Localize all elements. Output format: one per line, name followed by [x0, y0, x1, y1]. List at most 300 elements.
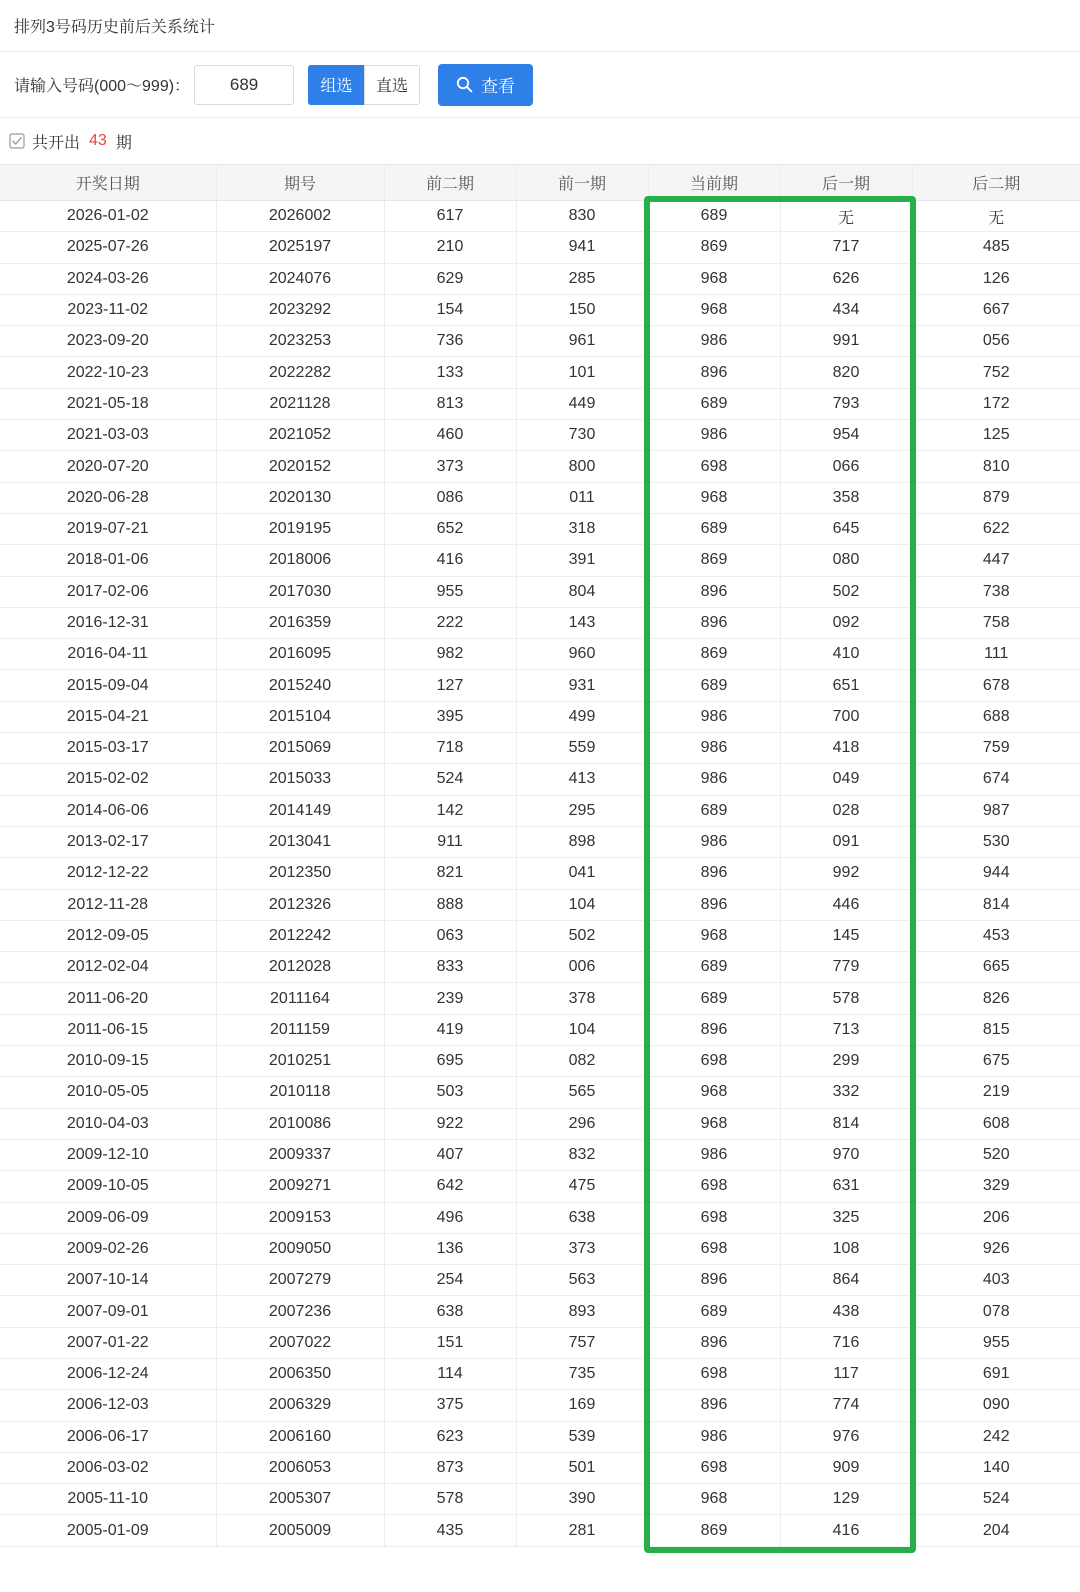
- cell-current: 698: [648, 1233, 780, 1264]
- cell-issue: 2015069: [216, 733, 384, 764]
- table-row: [0, 294, 1080, 325]
- cell-date: 2007-10-14: [0, 1265, 216, 1296]
- cell-issue: 2023292: [216, 294, 384, 325]
- cell-prev1: 150: [516, 294, 648, 325]
- cell-prev1: 391: [516, 545, 648, 576]
- cell-prev2: 623: [384, 1421, 516, 1452]
- cell-next1: 410: [780, 639, 912, 670]
- cell-current: 869: [648, 232, 780, 263]
- cell-prev1: 830: [516, 201, 648, 232]
- search-icon: [456, 76, 473, 93]
- cell-prev1: 961: [516, 326, 648, 357]
- cell-issue: 2006160: [216, 1421, 384, 1452]
- cell-prev2: 222: [384, 607, 516, 638]
- cell-prev2: 086: [384, 482, 516, 513]
- search-button[interactable]: [438, 64, 533, 106]
- search-button-label: 查看: [481, 77, 516, 96]
- cell-issue: 2012028: [216, 952, 384, 983]
- cell-prev1: 638: [516, 1202, 648, 1233]
- table-row: [0, 1421, 1080, 1452]
- cell-next1: 092: [780, 607, 912, 638]
- cell-issue: 2006329: [216, 1390, 384, 1421]
- cell-prev1: 318: [516, 513, 648, 544]
- table-row: [0, 513, 1080, 544]
- cell-prev2: 142: [384, 795, 516, 826]
- mode-toggle-group: [308, 65, 420, 105]
- cell-date: 2023-09-20: [0, 326, 216, 357]
- table-row: [0, 1108, 1080, 1139]
- cell-current: 869: [648, 545, 780, 576]
- cell-date: 2007-09-01: [0, 1296, 216, 1327]
- cell-current: 896: [648, 1014, 780, 1045]
- cell-current: 968: [648, 263, 780, 294]
- cell-current: 986: [648, 733, 780, 764]
- cell-next2: 622: [912, 513, 1080, 544]
- cell-current: 869: [648, 639, 780, 670]
- cell-current: 896: [648, 357, 780, 388]
- cell-next1: 991: [780, 326, 912, 357]
- cell-prev1: 041: [516, 858, 648, 889]
- cell-issue: 2010251: [216, 1046, 384, 1077]
- cell-prev2: 063: [384, 920, 516, 951]
- cell-current: 896: [648, 1327, 780, 1358]
- cell-current: 896: [648, 576, 780, 607]
- cell-current: 698: [648, 1358, 780, 1389]
- cell-prev1: 285: [516, 263, 648, 294]
- cell-current: 698: [648, 1452, 780, 1483]
- cell-prev2: 821: [384, 858, 516, 889]
- cell-issue: 2018006: [216, 545, 384, 576]
- cell-next1: 909: [780, 1452, 912, 1483]
- cell-current: 689: [648, 201, 780, 232]
- cell-issue: 2015033: [216, 764, 384, 795]
- cell-next2: 242: [912, 1421, 1080, 1452]
- cell-next2: 126: [912, 263, 1080, 294]
- cell-issue: 2011159: [216, 1014, 384, 1045]
- cell-issue: 2009271: [216, 1171, 384, 1202]
- cell-next2: 447: [912, 545, 1080, 576]
- table-row: [0, 1077, 1080, 1108]
- cell-current: 689: [648, 388, 780, 419]
- cell-issue: 2026002: [216, 201, 384, 232]
- cell-current: 698: [648, 1202, 780, 1233]
- cell-issue: 2010118: [216, 1077, 384, 1108]
- cell-current: 986: [648, 420, 780, 451]
- cell-issue: 2022282: [216, 357, 384, 388]
- cell-current: 986: [648, 764, 780, 795]
- cell-date: 2011-06-20: [0, 983, 216, 1014]
- table-row: [0, 388, 1080, 419]
- cell-next1: 049: [780, 764, 912, 795]
- table-header-row: [0, 165, 1080, 201]
- cell-next2: 453: [912, 920, 1080, 951]
- cell-next2: 955: [912, 1327, 1080, 1358]
- summary-bar: [0, 118, 1080, 164]
- cell-issue: 2007236: [216, 1296, 384, 1327]
- cell-next1: 358: [780, 482, 912, 513]
- cell-current: 689: [648, 513, 780, 544]
- cell-current: 968: [648, 294, 780, 325]
- cell-next2: 219: [912, 1077, 1080, 1108]
- cell-date: 2022-10-23: [0, 357, 216, 388]
- cell-current: 698: [648, 451, 780, 482]
- cell-issue: 2016359: [216, 607, 384, 638]
- table-row: [0, 1296, 1080, 1327]
- cell-prev1: 499: [516, 701, 648, 732]
- cell-issue: 2014149: [216, 795, 384, 826]
- cell-date: 2020-06-28: [0, 482, 216, 513]
- cell-prev1: 011: [516, 482, 648, 513]
- cell-date: 2006-06-17: [0, 1421, 216, 1452]
- cell-next2: 090: [912, 1390, 1080, 1421]
- cell-date: 2009-06-09: [0, 1202, 216, 1233]
- cell-prev1: 565: [516, 1077, 648, 1108]
- cell-next1: 418: [780, 733, 912, 764]
- cell-issue: 2009153: [216, 1202, 384, 1233]
- cell-current: 968: [648, 1484, 780, 1515]
- cell-next2: 608: [912, 1108, 1080, 1139]
- cell-prev1: 559: [516, 733, 648, 764]
- summary-count: 43: [89, 132, 107, 149]
- cell-prev2: 718: [384, 733, 516, 764]
- table-row: [0, 952, 1080, 983]
- cell-prev2: 813: [384, 388, 516, 419]
- cell-next1: 717: [780, 232, 912, 263]
- cell-prev1: 735: [516, 1358, 648, 1389]
- cell-next1: 651: [780, 670, 912, 701]
- cell-next2: 056: [912, 326, 1080, 357]
- cell-prev2: 435: [384, 1515, 516, 1546]
- table-row: [0, 1515, 1080, 1546]
- cell-issue: 2009050: [216, 1233, 384, 1264]
- cell-issue: 2021128: [216, 388, 384, 419]
- cell-next2: 206: [912, 1202, 1080, 1233]
- cell-prev2: 642: [384, 1171, 516, 1202]
- cell-next1: 713: [780, 1014, 912, 1045]
- cell-date: 2005-11-10: [0, 1484, 216, 1515]
- column-header-next2[interactable]: 后二期: [912, 165, 1080, 201]
- cell-current: 896: [648, 1265, 780, 1296]
- cell-prev1: 295: [516, 795, 648, 826]
- cell-current: 986: [648, 701, 780, 732]
- cell-prev1: 143: [516, 607, 648, 638]
- summary-suffix: 期: [115, 134, 132, 152]
- cell-prev2: 373: [384, 451, 516, 482]
- cell-next1: 793: [780, 388, 912, 419]
- cell-issue: 2016095: [216, 639, 384, 670]
- cell-prev1: 101: [516, 357, 648, 388]
- cell-issue: 2012242: [216, 920, 384, 951]
- column-header-prev2[interactable]: 前二期: [384, 165, 516, 201]
- table-row: [0, 326, 1080, 357]
- cell-issue: 2010086: [216, 1108, 384, 1139]
- cell-date: 2010-05-05: [0, 1077, 216, 1108]
- cell-date: 2015-02-02: [0, 764, 216, 795]
- cell-prev1: 563: [516, 1265, 648, 1296]
- cell-date: 2010-09-15: [0, 1046, 216, 1077]
- cell-date: 2019-07-21: [0, 513, 216, 544]
- cell-next2: 520: [912, 1139, 1080, 1170]
- cell-next1: 446: [780, 889, 912, 920]
- cell-prev1: 449: [516, 388, 648, 419]
- table-row: [0, 639, 1080, 670]
- cell-issue: 2007022: [216, 1327, 384, 1358]
- cell-prev1: 757: [516, 1327, 648, 1358]
- table-row: [0, 920, 1080, 951]
- cell-next2: 078: [912, 1296, 1080, 1327]
- column-header-date[interactable]: 开奖日期: [0, 165, 216, 201]
- table-row: [0, 764, 1080, 795]
- cell-next2: 204: [912, 1515, 1080, 1546]
- cell-next1: 299: [780, 1046, 912, 1077]
- cell-issue: 2019195: [216, 513, 384, 544]
- cell-next2: 759: [912, 733, 1080, 764]
- cell-issue: 2006350: [216, 1358, 384, 1389]
- cell-next1: 992: [780, 858, 912, 889]
- cell-current: 689: [648, 670, 780, 701]
- column-header-current[interactable]: 当前期: [648, 165, 780, 201]
- cell-current: 689: [648, 795, 780, 826]
- cell-next1: 820: [780, 357, 912, 388]
- summary-prefix: 共开出: [32, 134, 81, 152]
- cell-next1: 066: [780, 451, 912, 482]
- cell-next2: 675: [912, 1046, 1080, 1077]
- table-row: [0, 607, 1080, 638]
- table-row: [0, 858, 1080, 889]
- cell-next1: 779: [780, 952, 912, 983]
- check-square-icon: [8, 133, 25, 150]
- cell-date: 2023-11-02: [0, 294, 216, 325]
- cell-next2: 485: [912, 232, 1080, 263]
- cell-date: 2006-12-03: [0, 1390, 216, 1421]
- cell-current: 968: [648, 920, 780, 951]
- cell-next2: 524: [912, 1484, 1080, 1515]
- cell-next2: 814: [912, 889, 1080, 920]
- cell-prev2: 638: [384, 1296, 516, 1327]
- column-header-prev1[interactable]: 前一期: [516, 165, 648, 201]
- table-row: [0, 701, 1080, 732]
- table-row: [0, 420, 1080, 451]
- cell-next2: 810: [912, 451, 1080, 482]
- cell-date: 2011-06-15: [0, 1014, 216, 1045]
- cell-issue: 2011164: [216, 983, 384, 1014]
- cell-current: 896: [648, 607, 780, 638]
- table-row: [0, 232, 1080, 263]
- cell-issue: 2023253: [216, 326, 384, 357]
- table-row: [0, 889, 1080, 920]
- cell-prev2: 460: [384, 420, 516, 451]
- cell-date: 2012-09-05: [0, 920, 216, 951]
- cell-next1: 117: [780, 1358, 912, 1389]
- cell-current: 896: [648, 858, 780, 889]
- cell-date: 2009-10-05: [0, 1171, 216, 1202]
- cell-next1: 631: [780, 1171, 912, 1202]
- cell-issue: 2009337: [216, 1139, 384, 1170]
- cell-next1: 108: [780, 1233, 912, 1264]
- cell-current: 986: [648, 826, 780, 857]
- cell-next2: 665: [912, 952, 1080, 983]
- cell-prev2: 151: [384, 1327, 516, 1358]
- cell-prev2: 407: [384, 1139, 516, 1170]
- mode-group-button[interactable]: 组选: [308, 65, 364, 105]
- page-title: 排列3号码历史前后关系统计: [14, 19, 215, 36]
- mode-direct-button[interactable]: 直选: [364, 65, 420, 105]
- cell-next1: 970: [780, 1139, 912, 1170]
- cell-date: 2025-07-26: [0, 232, 216, 263]
- table-row: [0, 576, 1080, 607]
- cell-prev1: 501: [516, 1452, 648, 1483]
- cell-next2: 691: [912, 1358, 1080, 1389]
- table-row: [0, 1358, 1080, 1389]
- cell-next1: 626: [780, 263, 912, 294]
- cell-date: 2006-03-02: [0, 1452, 216, 1483]
- cell-next2: 987: [912, 795, 1080, 826]
- cell-prev1: 373: [516, 1233, 648, 1264]
- cell-prev2: 652: [384, 513, 516, 544]
- cell-next2: 140: [912, 1452, 1080, 1483]
- cell-date: 2015-09-04: [0, 670, 216, 701]
- table-row: [0, 1014, 1080, 1045]
- cell-prev2: 136: [384, 1233, 516, 1264]
- cell-current: 986: [648, 1139, 780, 1170]
- cell-prev1: 281: [516, 1515, 648, 1546]
- cell-next1: 无: [780, 201, 912, 232]
- cell-next1: 578: [780, 983, 912, 1014]
- cell-next2: 944: [912, 858, 1080, 889]
- cell-date: 2009-02-26: [0, 1233, 216, 1264]
- cell-date: 2021-05-18: [0, 388, 216, 419]
- cell-current: 986: [648, 326, 780, 357]
- cell-prev1: 413: [516, 764, 648, 795]
- table-row: [0, 1139, 1080, 1170]
- table-row: [0, 983, 1080, 1014]
- table-row: [0, 263, 1080, 294]
- cell-next1: 645: [780, 513, 912, 544]
- cell-current: 968: [648, 482, 780, 513]
- table-row: [0, 201, 1080, 232]
- cell-prev1: 390: [516, 1484, 648, 1515]
- table-row: [0, 670, 1080, 701]
- cell-prev1: 832: [516, 1139, 648, 1170]
- cell-next1: 864: [780, 1265, 912, 1296]
- cell-current: 689: [648, 952, 780, 983]
- cell-prev2: 911: [384, 826, 516, 857]
- cell-prev2: 133: [384, 357, 516, 388]
- cell-next2: 667: [912, 294, 1080, 325]
- cell-current: 698: [648, 1171, 780, 1202]
- cell-current: 986: [648, 1421, 780, 1452]
- cell-date: 2018-01-06: [0, 545, 216, 576]
- cell-next2: 125: [912, 420, 1080, 451]
- cell-next1: 438: [780, 1296, 912, 1327]
- cell-next2: 111: [912, 639, 1080, 670]
- cell-date: 2015-04-21: [0, 701, 216, 732]
- cell-date: 2016-12-31: [0, 607, 216, 638]
- cell-date: 2024-03-26: [0, 263, 216, 294]
- cell-prev2: 375: [384, 1390, 516, 1421]
- table-row: [0, 795, 1080, 826]
- cell-issue: 2005307: [216, 1484, 384, 1515]
- cell-date: 2026-01-02: [0, 201, 216, 232]
- cell-current: 689: [648, 983, 780, 1014]
- cell-prev2: 629: [384, 263, 516, 294]
- table-row: [0, 357, 1080, 388]
- cell-prev1: 804: [516, 576, 648, 607]
- cell-issue: 2015240: [216, 670, 384, 701]
- cell-date: 2009-12-10: [0, 1139, 216, 1170]
- cell-prev2: 496: [384, 1202, 516, 1233]
- cell-current: 896: [648, 1390, 780, 1421]
- cell-next1: 434: [780, 294, 912, 325]
- cell-date: 2015-03-17: [0, 733, 216, 764]
- cell-issue: 2020130: [216, 482, 384, 513]
- cell-issue: 2015104: [216, 701, 384, 732]
- cell-issue: 2012350: [216, 858, 384, 889]
- table-row: [0, 1233, 1080, 1264]
- cell-next1: 028: [780, 795, 912, 826]
- cell-next2: 738: [912, 576, 1080, 607]
- table-row: [0, 1452, 1080, 1483]
- cell-prev2: 114: [384, 1358, 516, 1389]
- cell-date: 2010-04-03: [0, 1108, 216, 1139]
- cell-next2: 无: [912, 201, 1080, 232]
- cell-prev1: 893: [516, 1296, 648, 1327]
- page-title-bar: [0, 0, 1080, 52]
- table-row: [0, 733, 1080, 764]
- cell-next2: 826: [912, 983, 1080, 1014]
- table-row: [0, 545, 1080, 576]
- table-row: [0, 1484, 1080, 1515]
- cell-date: 2012-12-22: [0, 858, 216, 889]
- cell-prev2: 419: [384, 1014, 516, 1045]
- cell-date: 2005-01-09: [0, 1515, 216, 1546]
- cell-next2: 403: [912, 1265, 1080, 1296]
- history-table: [0, 164, 1080, 1547]
- table-row: [0, 1171, 1080, 1202]
- cell-current: 698: [648, 1046, 780, 1077]
- table-row: [0, 1265, 1080, 1296]
- cell-prev2: 695: [384, 1046, 516, 1077]
- cell-next2: 879: [912, 482, 1080, 513]
- cell-next2: 674: [912, 764, 1080, 795]
- column-header-next1[interactable]: 后一期: [780, 165, 912, 201]
- column-header-issue[interactable]: 期号: [216, 165, 384, 201]
- cell-prev2: 210: [384, 232, 516, 263]
- code-input[interactable]: [194, 65, 294, 105]
- cell-next1: 954: [780, 420, 912, 451]
- cell-issue: 2005009: [216, 1515, 384, 1546]
- cell-date: 2021-03-03: [0, 420, 216, 451]
- cell-prev2: 833: [384, 952, 516, 983]
- cell-issue: 2012326: [216, 889, 384, 920]
- cell-prev2: 395: [384, 701, 516, 732]
- history-table-body: [0, 201, 1080, 1547]
- cell-date: 2006-12-24: [0, 1358, 216, 1389]
- cell-prev2: 416: [384, 545, 516, 576]
- cell-next1: 129: [780, 1484, 912, 1515]
- cell-issue: 2007279: [216, 1265, 384, 1296]
- table-row: [0, 1202, 1080, 1233]
- cell-current: 968: [648, 1077, 780, 1108]
- cell-prev2: 239: [384, 983, 516, 1014]
- cell-prev2: 154: [384, 294, 516, 325]
- cell-next1: 091: [780, 826, 912, 857]
- cell-prev1: 104: [516, 1014, 648, 1045]
- cell-current: 968: [648, 1108, 780, 1139]
- cell-prev1: 941: [516, 232, 648, 263]
- cell-prev2: 617: [384, 201, 516, 232]
- cell-date: 2013-02-17: [0, 826, 216, 857]
